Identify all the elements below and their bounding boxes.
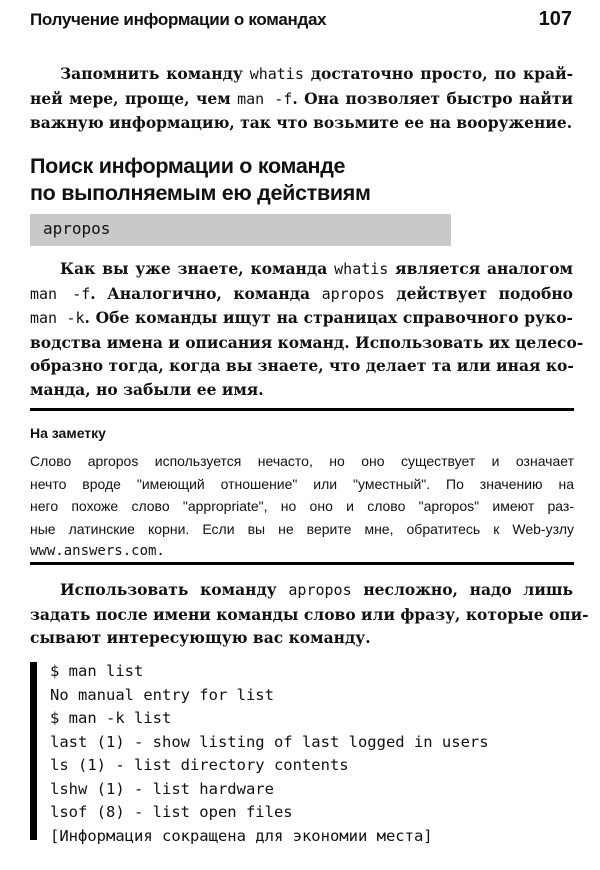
inline-code: man -k [30,309,85,327]
paragraph-line: водства имена и описания команд. Использовать их целесо- [30,332,584,352]
page-header [30,8,572,34]
paragraph-line: ней мере, проще, чем man -f. Она позволяет быстро найти [30,88,573,108]
command-label: apropos [43,219,111,238]
paragraph-line: сывают интересующую вас команду. [30,628,371,647]
code-line: lsof (8) - list open files [50,803,293,821]
note-top-rule [30,408,574,411]
note-url: www.answers.com. [30,543,165,559]
paragraph-line: Запомнить команду whatis достаточно просто, по край- [60,64,574,83]
paragraph-line: задать после имени команды слово или фразу, которые опи- [30,604,589,624]
code-line: ls (1) - list directory contents [50,756,349,774]
inline-code: whatis [249,65,304,83]
code-line: No manual entry for list [50,685,274,704]
note-line: него похоже слово "appropriate", но оно и слово "apropos" имеют раз- [30,498,574,514]
code-lines [50,660,489,848]
code-listing [30,660,570,846]
command-heading-bar [30,214,451,246]
page-number: 107 [538,8,572,30]
code-line: last (1) - show listing of last logged in users [50,732,489,751]
note-heading: На заметку [30,425,106,441]
paragraph-line: образно тогда, когда вы знаете, что делает та или иная ко- [30,356,574,375]
note-line: ные латинские корни. Если вы не верите мне, обратитесь к Web-узлу [30,520,574,537]
note-line: нечто вроде "имеющий отношение" или "уместный". По значению на [30,475,574,492]
intro-paragraph [30,62,573,135]
note-body [30,450,574,563]
code-margin-bar [30,662,37,840]
paragraph-line: man -f. Аналогично, команда apropos действует подобно [30,283,573,303]
section-title: Поиск информации о команде по выполняемым ею действиям [30,154,371,205]
paragraph-line: важную информацию, так что возьмите ее на вооружение. [30,113,573,132]
code-line: $ man list [50,662,144,680]
running-title: Получение информации о командах [30,10,327,29]
paragraph-line: man -k. Обе команды ищут на страницах справочного руко- [30,308,573,327]
inline-code: man -f [237,89,293,108]
inline-code: man -f [30,284,91,303]
code-line: [Информация сокращена для экономии места] [50,826,433,845]
apropos-paragraph [30,257,584,401]
inline-code: whatis [334,260,389,278]
paragraph-line: манда, но забыли ее имя. [30,379,264,399]
note-bottom-rule [30,562,574,565]
note-line: Слово apropos используется нечасто, но оно существует и означает [30,453,574,469]
code-line: lshw (1) - list hardware [50,779,274,798]
usage-paragraph [30,578,589,650]
inline-code: apropos [288,581,352,599]
inline-code: apropos [321,284,385,303]
paragraph-line: Использовать команду apropos несложно, надо лишь [60,580,573,599]
paragraph-line: Как вы уже знаете, команда whatis является аналогом [60,259,573,278]
code-line: $ man -k list [50,709,172,727]
